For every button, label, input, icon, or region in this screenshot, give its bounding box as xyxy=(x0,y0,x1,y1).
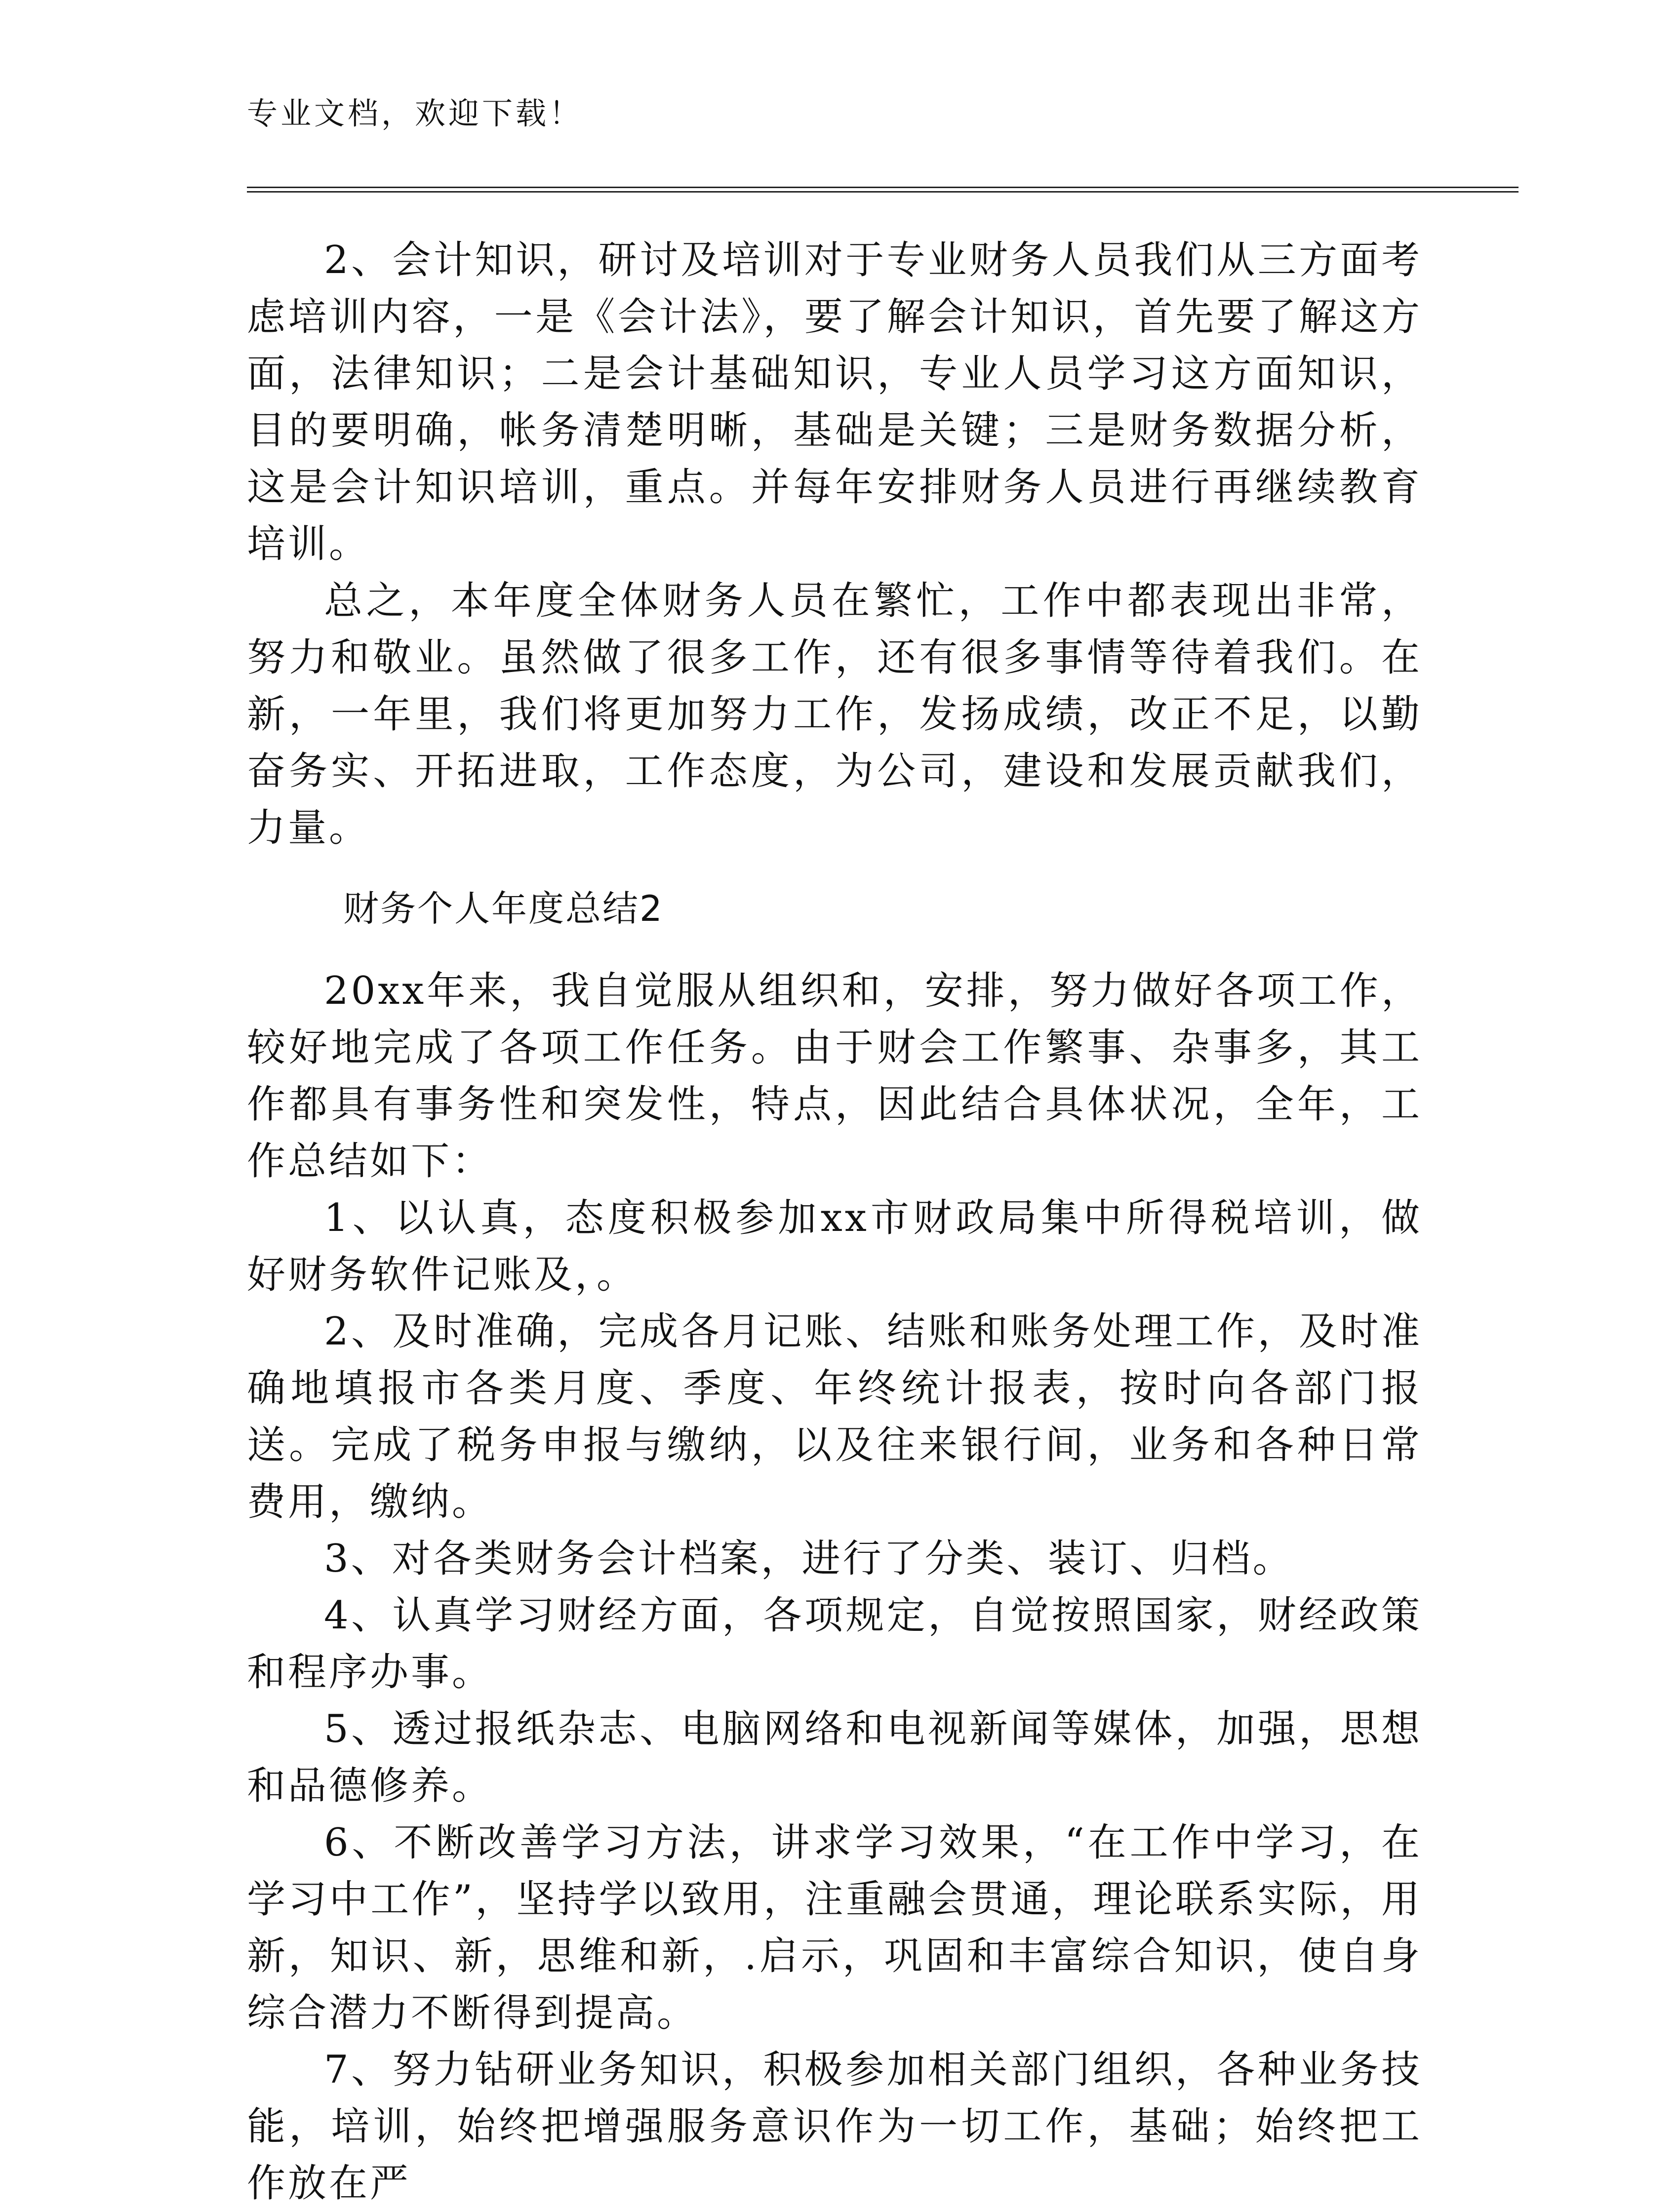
paragraph: 2、及时准确，完成各月记账、结账和账务处理工作，及时准确地填报市各类月度、季度、年终统计报表，按时向各部门报送。完成了税务申报与缴纳，以及往来银行间，业务和各种日常费用，缴纳。 xyxy=(247,1309,1422,1524)
page-header: 专业文档，欢迎下载！ xyxy=(247,95,583,131)
paragraph: 1、以认真，态度积极参加xx市财政局集中所得税培训，做好财务软件记账及，。 xyxy=(247,1196,1422,1297)
paragraph: 6、不断改善学习方法，讲求学习效果，“在工作中学习，在学习中工作”，坚持学以致用，注重融会贯通，理论联系实际，用新，知识、新，思维和新，.启示，巩固和丰富综合知识，使自身综合潜力不断得到提高。 xyxy=(247,1820,1422,2035)
document-body xyxy=(247,232,1422,2212)
paragraph: 5、透过报纸杂志、电脑网络和电视新闻等媒体，加强，思想和品德修养。 xyxy=(247,1707,1422,1808)
header-divider xyxy=(247,187,1519,193)
paragraph: 7、努力钻研业务知识，积极参加相关部门组织，各种业务技能，培训，始终把增强服务意识作为一切工作，基础；始终把工作放在严 xyxy=(247,2048,1422,2206)
paragraph: 20xx年来，我自觉服从组织和，安排，努力做好各项工作，较好地完成了各项工作任务。由于财会工作繁事、杂事多，其工作都具有事务性和突发性，特点，因此结合具体状况，全年，工作总结如下： xyxy=(247,969,1422,1184)
paragraph: 2、会计知识，研讨及培训对于专业财务人员我们从三方面考虑培训内容，一是《会计法》，要了解会计知识，首先要了解这方面，法律知识；二是会计基础知识，专业人员学习这方面知识，目的要明确，帐务清楚明晰，基础是关键；三是财务数据分析，这是会计知识培训，重点。并每年安排财务人员进行再继续教育培训。 xyxy=(247,238,1422,566)
section-title: 财务个人年度总结2 xyxy=(343,888,664,929)
paragraph: 总之，本年度全体财务人员在繁忙，工作中都表现出非常，努力和敬业。虽然做了很多工作，还有很多事情等待着我们。在新，一年里，我们将更加努力工作，发扬成绩，改正不足，以勤奋务实、开拓进取，工作态度，为公司，建设和发展贡献我们，力量。 xyxy=(247,579,1422,850)
paragraph: 4、认真学习财经方面，各项规定，自觉按照国家，财经政策和程序办事。 xyxy=(247,1593,1422,1695)
paragraph: 3、对各类财务会计档案，进行了分类、装订、归档。 xyxy=(324,1537,1294,1581)
